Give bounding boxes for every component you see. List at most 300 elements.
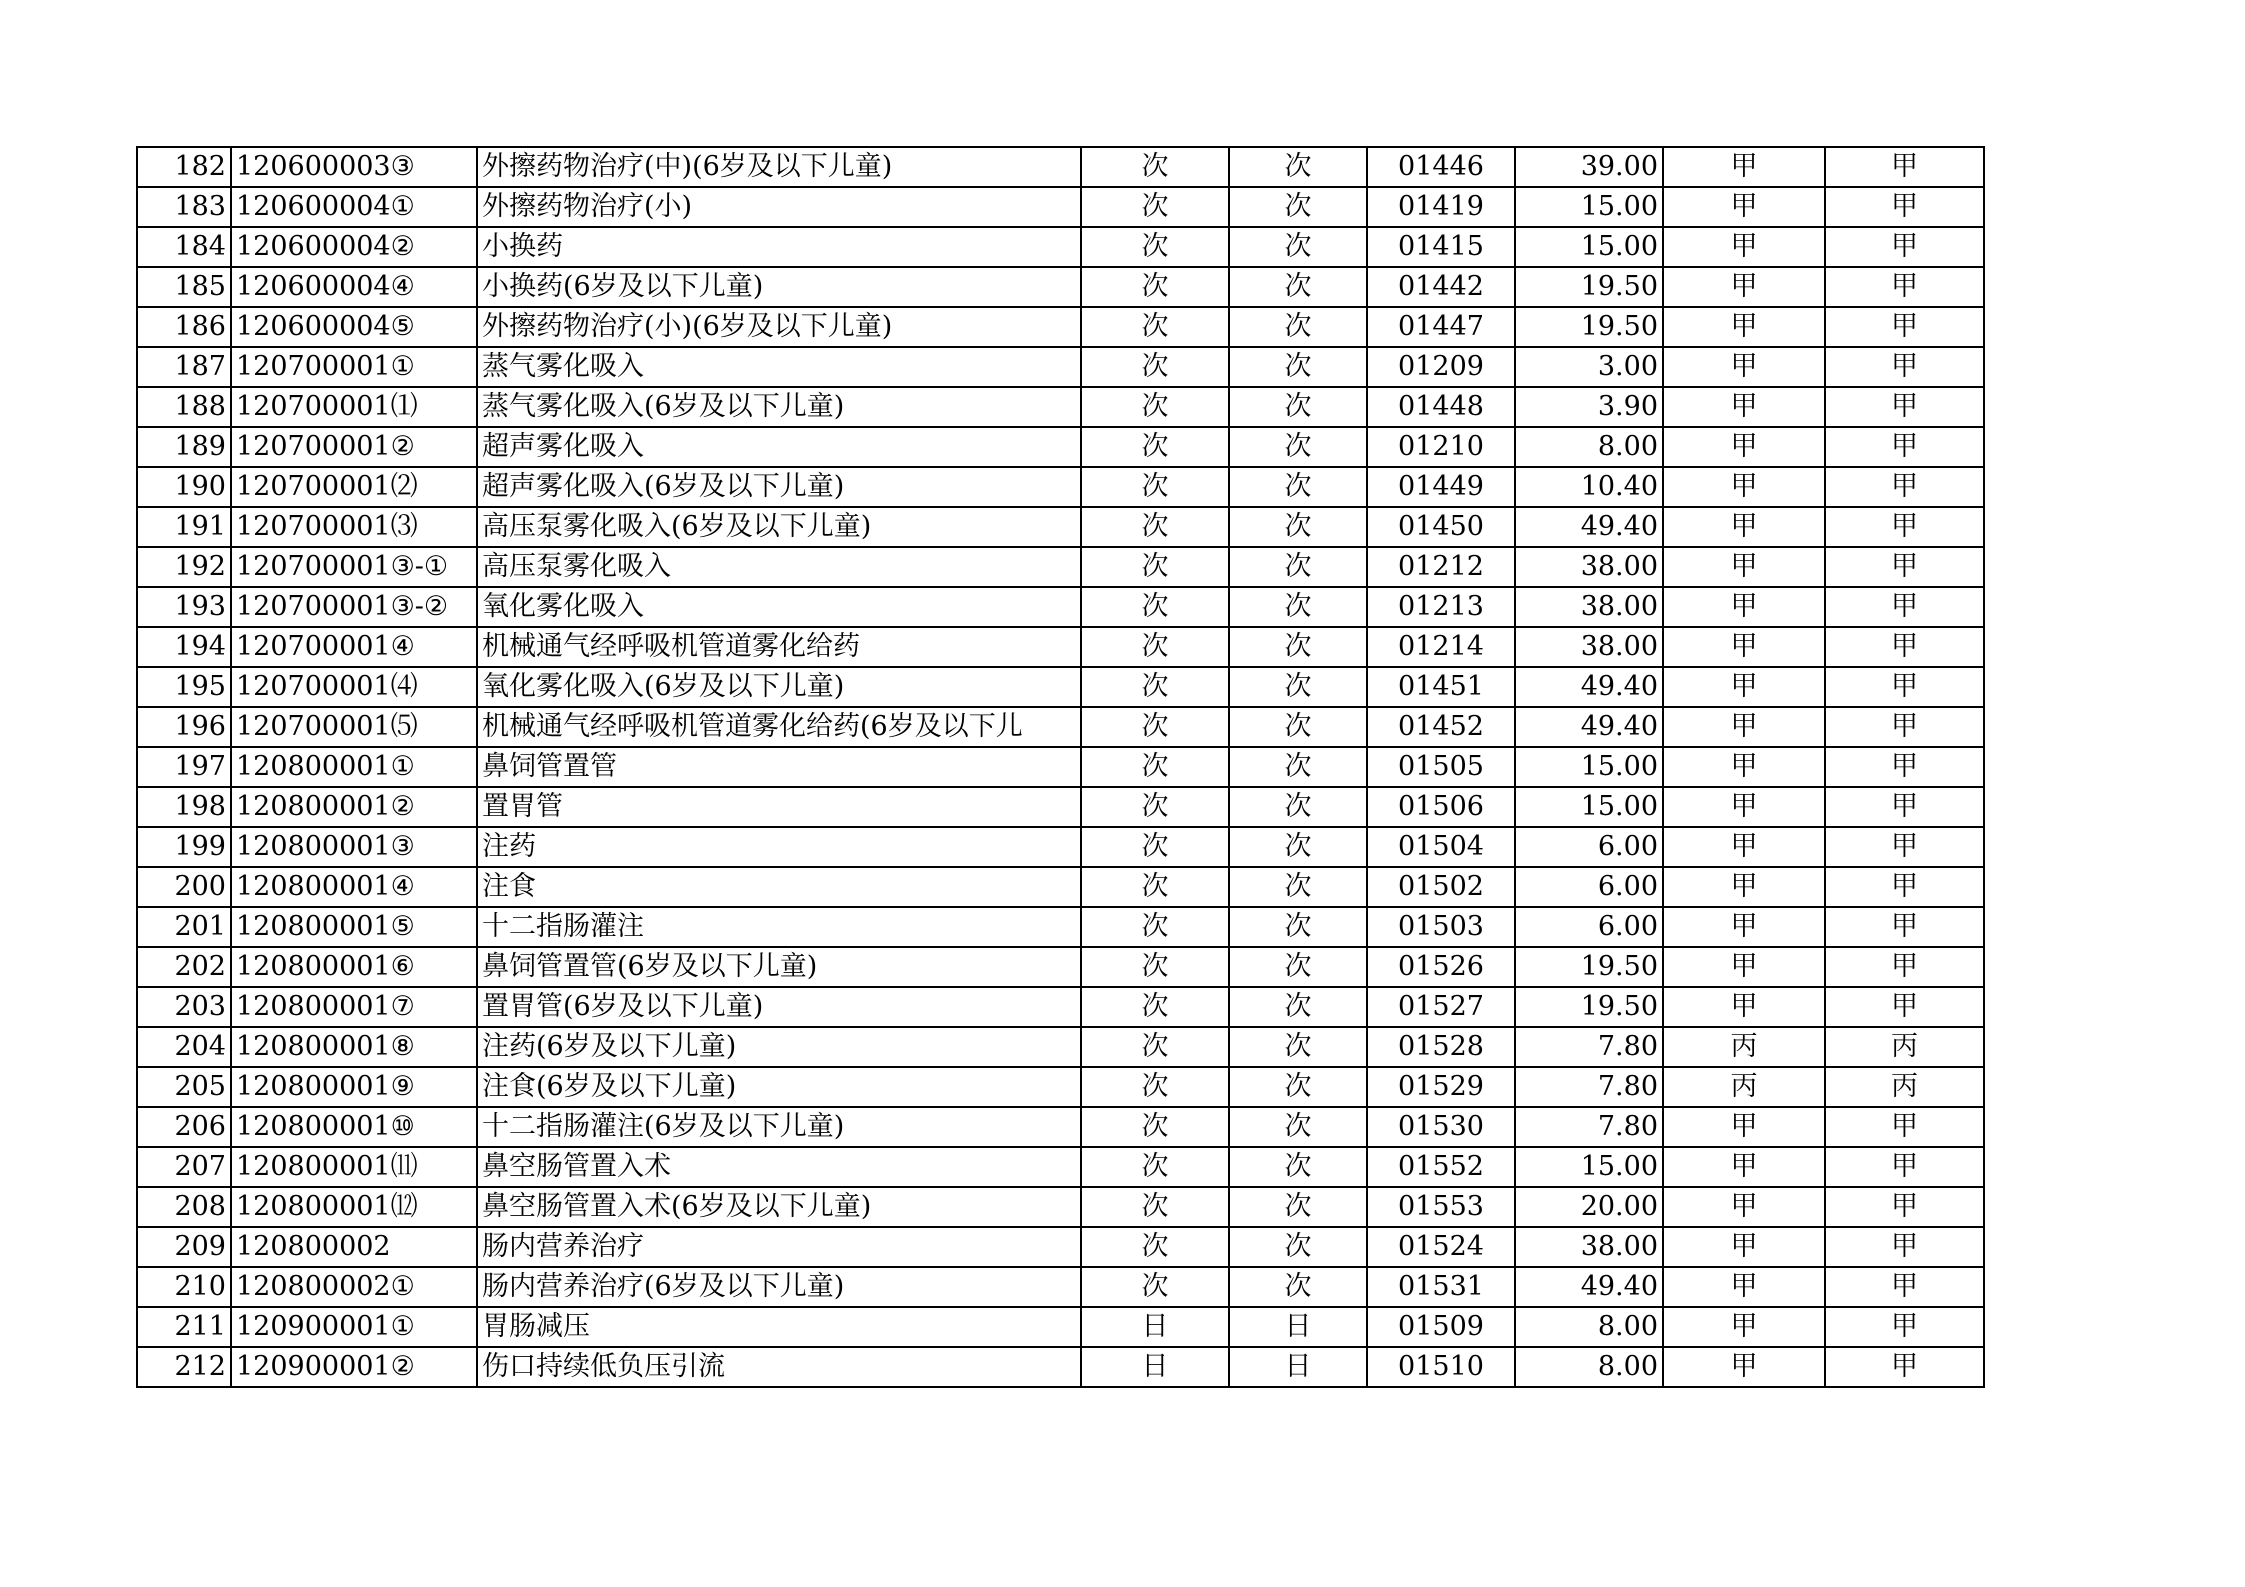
price-cell: 8.00	[1515, 1347, 1663, 1387]
insurance-class-cell: 甲	[1663, 307, 1825, 347]
insurance-class-2-cell: 甲	[1825, 1187, 1984, 1227]
billing-unit-cell: 次	[1229, 867, 1367, 907]
table-row	[137, 1267, 1984, 1307]
table-row	[137, 1307, 1984, 1347]
price-cell: 7.80	[1515, 1107, 1663, 1147]
price-cell: 38.00	[1515, 547, 1663, 587]
price-cell: 19.50	[1515, 267, 1663, 307]
item-code-cell: 120600004⑤	[231, 307, 477, 347]
insurance-class-2-cell: 丙	[1825, 1027, 1984, 1067]
insurance-class-2-cell: 甲	[1825, 627, 1984, 667]
item-code-cell: 120800001⑿	[231, 1187, 477, 1227]
insurance-class-cell: 甲	[1663, 547, 1825, 587]
pricing-unit-cell: 次	[1081, 387, 1229, 427]
insurance-class-cell: 甲	[1663, 1147, 1825, 1187]
item-name-cell: 氧化雾化吸入(6岁及以下儿童)	[477, 667, 1081, 707]
billing-unit-cell: 次	[1229, 987, 1367, 1027]
pricing-unit-cell: 次	[1081, 947, 1229, 987]
item-name-cell: 鼻饲管置管	[477, 747, 1081, 787]
price-cell: 8.00	[1515, 427, 1663, 467]
fee-code-cell: 01504	[1367, 827, 1515, 867]
price-cell: 19.50	[1515, 307, 1663, 347]
insurance-class-cell: 甲	[1663, 867, 1825, 907]
item-code-cell: 120700001⑴	[231, 387, 477, 427]
pricing-unit-cell: 次	[1081, 1107, 1229, 1147]
billing-unit-cell: 次	[1229, 147, 1367, 187]
billing-unit-cell: 次	[1229, 587, 1367, 627]
row-seq-cell: 188	[137, 387, 231, 427]
billing-unit-cell: 次	[1229, 507, 1367, 547]
insurance-class-cell: 甲	[1663, 1307, 1825, 1347]
insurance-class-2-cell: 甲	[1825, 707, 1984, 747]
row-seq-cell: 208	[137, 1187, 231, 1227]
insurance-class-cell: 甲	[1663, 467, 1825, 507]
item-code-cell: 120800002	[231, 1227, 477, 1267]
item-name-cell: 超声雾化吸入	[477, 427, 1081, 467]
table-row	[137, 307, 1984, 347]
table-row	[137, 187, 1984, 227]
pricing-unit-cell: 次	[1081, 427, 1229, 467]
fee-table	[136, 146, 1985, 1388]
billing-unit-cell: 次	[1229, 1267, 1367, 1307]
row-seq-cell: 187	[137, 347, 231, 387]
item-name-cell: 置胃管(6岁及以下儿童)	[477, 987, 1081, 1027]
row-seq-cell: 193	[137, 587, 231, 627]
pricing-unit-cell: 次	[1081, 1227, 1229, 1267]
insurance-class-2-cell: 甲	[1825, 507, 1984, 547]
table-row	[137, 627, 1984, 667]
fee-code-cell: 01526	[1367, 947, 1515, 987]
insurance-class-cell: 甲	[1663, 587, 1825, 627]
item-name-cell: 伤口持续低负压引流	[477, 1347, 1081, 1387]
billing-unit-cell: 次	[1229, 187, 1367, 227]
item-name-cell: 鼻空肠管置入术	[477, 1147, 1081, 1187]
insurance-class-2-cell: 甲	[1825, 667, 1984, 707]
item-code-cell: 120800001⑨	[231, 1067, 477, 1107]
table-body	[137, 147, 1984, 1387]
insurance-class-cell: 丙	[1663, 1027, 1825, 1067]
billing-unit-cell: 次	[1229, 827, 1367, 867]
insurance-class-2-cell: 甲	[1825, 1107, 1984, 1147]
table-row	[137, 267, 1984, 307]
fee-code-cell: 01505	[1367, 747, 1515, 787]
insurance-class-cell: 甲	[1663, 1187, 1825, 1227]
pricing-unit-cell: 次	[1081, 1267, 1229, 1307]
table-row	[137, 867, 1984, 907]
item-code-cell: 120700001④	[231, 627, 477, 667]
item-name-cell: 机械通气经呼吸机管道雾化给药(6岁及以下儿	[477, 707, 1081, 747]
pricing-unit-cell: 次	[1081, 707, 1229, 747]
price-cell: 38.00	[1515, 1227, 1663, 1267]
pricing-unit-cell: 次	[1081, 587, 1229, 627]
fee-code-cell: 01524	[1367, 1227, 1515, 1267]
billing-unit-cell: 日	[1229, 1347, 1367, 1387]
insurance-class-cell: 甲	[1663, 987, 1825, 1027]
row-seq-cell: 192	[137, 547, 231, 587]
item-name-cell: 机械通气经呼吸机管道雾化给药	[477, 627, 1081, 667]
pricing-unit-cell: 日	[1081, 1307, 1229, 1347]
price-cell: 20.00	[1515, 1187, 1663, 1227]
fee-code-cell: 01503	[1367, 907, 1515, 947]
table-row	[137, 1347, 1984, 1387]
item-name-cell: 十二指肠灌注(6岁及以下儿童)	[477, 1107, 1081, 1147]
table-row	[137, 347, 1984, 387]
item-code-cell: 120700001⑸	[231, 707, 477, 747]
table-row	[137, 1027, 1984, 1067]
item-name-cell: 胃肠减压	[477, 1307, 1081, 1347]
price-cell: 6.00	[1515, 907, 1663, 947]
table-row	[137, 747, 1984, 787]
row-seq-cell: 182	[137, 147, 231, 187]
table-row	[137, 1067, 1984, 1107]
row-seq-cell: 212	[137, 1347, 231, 1387]
insurance-class-2-cell: 甲	[1825, 347, 1984, 387]
item-code-cell: 120800001③	[231, 827, 477, 867]
insurance-class-2-cell: 甲	[1825, 867, 1984, 907]
table-row	[137, 507, 1984, 547]
insurance-class-2-cell: 甲	[1825, 1347, 1984, 1387]
row-seq-cell: 197	[137, 747, 231, 787]
insurance-class-2-cell: 甲	[1825, 827, 1984, 867]
fee-code-cell: 01415	[1367, 227, 1515, 267]
item-code-cell: 120600003③	[231, 147, 477, 187]
row-seq-cell: 199	[137, 827, 231, 867]
pricing-unit-cell: 次	[1081, 1187, 1229, 1227]
row-seq-cell: 204	[137, 1027, 231, 1067]
fee-code-cell: 01502	[1367, 867, 1515, 907]
fee-code-cell: 01529	[1367, 1067, 1515, 1107]
price-cell: 15.00	[1515, 747, 1663, 787]
pricing-unit-cell: 次	[1081, 1147, 1229, 1187]
row-seq-cell: 211	[137, 1307, 231, 1347]
insurance-class-cell: 甲	[1663, 707, 1825, 747]
billing-unit-cell: 次	[1229, 947, 1367, 987]
fee-code-cell: 01448	[1367, 387, 1515, 427]
insurance-class-2-cell: 甲	[1825, 947, 1984, 987]
item-code-cell: 120800001⑾	[231, 1147, 477, 1187]
billing-unit-cell: 日	[1229, 1307, 1367, 1347]
insurance-class-2-cell: 甲	[1825, 1307, 1984, 1347]
item-code-cell: 120800001⑩	[231, 1107, 477, 1147]
table-row	[137, 1187, 1984, 1227]
pricing-unit-cell: 日	[1081, 1347, 1229, 1387]
item-name-cell: 十二指肠灌注	[477, 907, 1081, 947]
table-row	[137, 707, 1984, 747]
row-seq-cell: 183	[137, 187, 231, 227]
insurance-class-cell: 甲	[1663, 147, 1825, 187]
insurance-class-cell: 甲	[1663, 1347, 1825, 1387]
fee-code-cell: 01528	[1367, 1027, 1515, 1067]
insurance-class-2-cell: 甲	[1825, 227, 1984, 267]
row-seq-cell: 210	[137, 1267, 231, 1307]
pricing-unit-cell: 次	[1081, 907, 1229, 947]
item-name-cell: 氧化雾化吸入	[477, 587, 1081, 627]
table-row	[137, 467, 1984, 507]
item-code-cell: 120800001⑥	[231, 947, 477, 987]
table-row	[137, 387, 1984, 427]
row-seq-cell: 191	[137, 507, 231, 547]
price-cell: 49.40	[1515, 707, 1663, 747]
fee-code-cell: 01509	[1367, 1307, 1515, 1347]
billing-unit-cell: 次	[1229, 707, 1367, 747]
insurance-class-2-cell: 丙	[1825, 1067, 1984, 1107]
insurance-class-cell: 甲	[1663, 667, 1825, 707]
fee-code-cell: 01210	[1367, 427, 1515, 467]
billing-unit-cell: 次	[1229, 387, 1367, 427]
row-seq-cell: 205	[137, 1067, 231, 1107]
billing-unit-cell: 次	[1229, 267, 1367, 307]
fee-code-cell: 01447	[1367, 307, 1515, 347]
price-cell: 3.90	[1515, 387, 1663, 427]
row-seq-cell: 201	[137, 907, 231, 947]
insurance-class-cell: 甲	[1663, 1267, 1825, 1307]
fee-code-cell: 01451	[1367, 667, 1515, 707]
item-code-cell: 120600004①	[231, 187, 477, 227]
price-cell: 15.00	[1515, 1147, 1663, 1187]
table-row	[137, 787, 1984, 827]
row-seq-cell: 198	[137, 787, 231, 827]
row-seq-cell: 202	[137, 947, 231, 987]
fee-code-cell: 01419	[1367, 187, 1515, 227]
table-row	[137, 547, 1984, 587]
pricing-unit-cell: 次	[1081, 267, 1229, 307]
insurance-class-2-cell: 甲	[1825, 1267, 1984, 1307]
fee-code-cell: 01209	[1367, 347, 1515, 387]
pricing-unit-cell: 次	[1081, 347, 1229, 387]
pricing-unit-cell: 次	[1081, 547, 1229, 587]
fee-code-cell: 01531	[1367, 1267, 1515, 1307]
fee-code-cell: 01552	[1367, 1147, 1515, 1187]
item-code-cell: 120900001①	[231, 1307, 477, 1347]
pricing-unit-cell: 次	[1081, 307, 1229, 347]
table-row	[137, 147, 1984, 187]
item-code-cell: 120600004④	[231, 267, 477, 307]
insurance-class-2-cell: 甲	[1825, 1227, 1984, 1267]
item-code-cell: 120800001⑦	[231, 987, 477, 1027]
insurance-class-2-cell: 甲	[1825, 187, 1984, 227]
item-name-cell: 注药(6岁及以下儿童)	[477, 1027, 1081, 1067]
price-cell: 8.00	[1515, 1307, 1663, 1347]
insurance-class-2-cell: 甲	[1825, 787, 1984, 827]
price-cell: 7.80	[1515, 1067, 1663, 1107]
insurance-class-2-cell: 甲	[1825, 1147, 1984, 1187]
insurance-class-cell: 甲	[1663, 187, 1825, 227]
price-cell: 39.00	[1515, 147, 1663, 187]
insurance-class-2-cell: 甲	[1825, 907, 1984, 947]
fee-code-cell: 01212	[1367, 547, 1515, 587]
item-name-cell: 蒸气雾化吸入(6岁及以下儿童)	[477, 387, 1081, 427]
item-name-cell: 注药	[477, 827, 1081, 867]
item-code-cell: 120700001⑷	[231, 667, 477, 707]
fee-code-cell: 01446	[1367, 147, 1515, 187]
row-seq-cell: 184	[137, 227, 231, 267]
pricing-unit-cell: 次	[1081, 667, 1229, 707]
insurance-class-cell: 甲	[1663, 347, 1825, 387]
item-code-cell: 120800001④	[231, 867, 477, 907]
insurance-class-cell: 甲	[1663, 1227, 1825, 1267]
insurance-class-cell: 甲	[1663, 227, 1825, 267]
fee-code-cell: 01214	[1367, 627, 1515, 667]
item-code-cell: 120700001①	[231, 347, 477, 387]
fee-code-cell: 01450	[1367, 507, 1515, 547]
row-seq-cell: 185	[137, 267, 231, 307]
item-name-cell: 蒸气雾化吸入	[477, 347, 1081, 387]
insurance-class-cell: 甲	[1663, 627, 1825, 667]
fee-code-cell: 01510	[1367, 1347, 1515, 1387]
row-seq-cell: 209	[137, 1227, 231, 1267]
billing-unit-cell: 次	[1229, 227, 1367, 267]
insurance-class-2-cell: 甲	[1825, 547, 1984, 587]
pricing-unit-cell: 次	[1081, 1027, 1229, 1067]
price-cell: 7.80	[1515, 1027, 1663, 1067]
row-seq-cell: 195	[137, 667, 231, 707]
pricing-unit-cell: 次	[1081, 467, 1229, 507]
insurance-class-cell: 甲	[1663, 827, 1825, 867]
billing-unit-cell: 次	[1229, 347, 1367, 387]
fee-code-cell: 01452	[1367, 707, 1515, 747]
insurance-class-2-cell: 甲	[1825, 267, 1984, 307]
billing-unit-cell: 次	[1229, 427, 1367, 467]
pricing-unit-cell: 次	[1081, 747, 1229, 787]
item-code-cell: 120900001②	[231, 1347, 477, 1387]
insurance-class-2-cell: 甲	[1825, 987, 1984, 1027]
billing-unit-cell: 次	[1229, 1027, 1367, 1067]
item-code-cell: 120700001③-①	[231, 547, 477, 587]
item-code-cell: 120700001⑵	[231, 467, 477, 507]
insurance-class-cell: 甲	[1663, 747, 1825, 787]
price-cell: 15.00	[1515, 227, 1663, 267]
item-name-cell: 注食	[477, 867, 1081, 907]
billing-unit-cell: 次	[1229, 787, 1367, 827]
billing-unit-cell: 次	[1229, 627, 1367, 667]
price-cell: 6.00	[1515, 867, 1663, 907]
table-row	[137, 907, 1984, 947]
pricing-unit-cell: 次	[1081, 187, 1229, 227]
fee-code-cell: 01527	[1367, 987, 1515, 1027]
item-code-cell: 120800001⑤	[231, 907, 477, 947]
insurance-class-cell: 甲	[1663, 427, 1825, 467]
row-seq-cell: 196	[137, 707, 231, 747]
table-row	[137, 227, 1984, 267]
row-seq-cell: 206	[137, 1107, 231, 1147]
item-code-cell: 120700001②	[231, 427, 477, 467]
item-code-cell: 120700001⑶	[231, 507, 477, 547]
insurance-class-cell: 甲	[1663, 787, 1825, 827]
row-seq-cell: 186	[137, 307, 231, 347]
pricing-unit-cell: 次	[1081, 987, 1229, 1027]
pricing-unit-cell: 次	[1081, 507, 1229, 547]
billing-unit-cell: 次	[1229, 1187, 1367, 1227]
price-cell: 15.00	[1515, 187, 1663, 227]
billing-unit-cell: 次	[1229, 307, 1367, 347]
table-row	[137, 667, 1984, 707]
item-name-cell: 鼻空肠管置入术(6岁及以下儿童)	[477, 1187, 1081, 1227]
item-code-cell: 120800001⑧	[231, 1027, 477, 1067]
pricing-unit-cell: 次	[1081, 147, 1229, 187]
pricing-unit-cell: 次	[1081, 1067, 1229, 1107]
price-cell: 10.40	[1515, 467, 1663, 507]
table-row	[137, 587, 1984, 627]
insurance-class-cell: 甲	[1663, 947, 1825, 987]
price-cell: 19.50	[1515, 987, 1663, 1027]
price-cell: 49.40	[1515, 507, 1663, 547]
pricing-unit-cell: 次	[1081, 867, 1229, 907]
billing-unit-cell: 次	[1229, 1107, 1367, 1147]
pricing-unit-cell: 次	[1081, 227, 1229, 267]
table-row	[137, 1227, 1984, 1267]
price-cell: 49.40	[1515, 667, 1663, 707]
item-name-cell: 外擦药物治疗(中)(6岁及以下儿童)	[477, 147, 1081, 187]
row-seq-cell: 200	[137, 867, 231, 907]
pricing-unit-cell: 次	[1081, 827, 1229, 867]
table-row	[137, 427, 1984, 467]
price-cell: 49.40	[1515, 1267, 1663, 1307]
fee-code-cell: 01553	[1367, 1187, 1515, 1227]
insurance-class-cell: 甲	[1663, 507, 1825, 547]
item-name-cell: 注食(6岁及以下儿童)	[477, 1067, 1081, 1107]
item-name-cell: 肠内营养治疗	[477, 1227, 1081, 1267]
item-name-cell: 高压泵雾化吸入(6岁及以下儿童)	[477, 507, 1081, 547]
table-row	[137, 1147, 1984, 1187]
item-name-cell: 外擦药物治疗(小)	[477, 187, 1081, 227]
insurance-class-cell: 丙	[1663, 1067, 1825, 1107]
insurance-class-2-cell: 甲	[1825, 747, 1984, 787]
item-code-cell: 120800001①	[231, 747, 477, 787]
item-code-cell: 120700001③-②	[231, 587, 477, 627]
price-cell: 38.00	[1515, 587, 1663, 627]
table-row	[137, 1107, 1984, 1147]
billing-unit-cell: 次	[1229, 747, 1367, 787]
pricing-unit-cell: 次	[1081, 627, 1229, 667]
item-name-cell: 超声雾化吸入(6岁及以下儿童)	[477, 467, 1081, 507]
table-row	[137, 947, 1984, 987]
table-row	[137, 987, 1984, 1027]
item-code-cell: 120800002①	[231, 1267, 477, 1307]
billing-unit-cell: 次	[1229, 1067, 1367, 1107]
fee-code-cell: 01506	[1367, 787, 1515, 827]
insurance-class-cell: 甲	[1663, 387, 1825, 427]
price-cell: 15.00	[1515, 787, 1663, 827]
billing-unit-cell: 次	[1229, 547, 1367, 587]
billing-unit-cell: 次	[1229, 1147, 1367, 1187]
item-name-cell: 高压泵雾化吸入	[477, 547, 1081, 587]
billing-unit-cell: 次	[1229, 467, 1367, 507]
billing-unit-cell: 次	[1229, 1227, 1367, 1267]
insurance-class-cell: 甲	[1663, 1107, 1825, 1147]
price-cell: 38.00	[1515, 627, 1663, 667]
fee-code-cell: 01442	[1367, 267, 1515, 307]
table-row	[137, 827, 1984, 867]
item-name-cell: 鼻饲管置管(6岁及以下儿童)	[477, 947, 1081, 987]
item-code-cell: 120800001②	[231, 787, 477, 827]
fee-code-cell: 01449	[1367, 467, 1515, 507]
pricing-unit-cell: 次	[1081, 787, 1229, 827]
row-seq-cell: 190	[137, 467, 231, 507]
price-cell: 6.00	[1515, 827, 1663, 867]
insurance-class-2-cell: 甲	[1825, 467, 1984, 507]
insurance-class-cell: 甲	[1663, 267, 1825, 307]
item-name-cell: 外擦药物治疗(小)(6岁及以下儿童)	[477, 307, 1081, 347]
row-seq-cell: 189	[137, 427, 231, 467]
insurance-class-2-cell: 甲	[1825, 307, 1984, 347]
item-name-cell: 肠内营养治疗(6岁及以下儿童)	[477, 1267, 1081, 1307]
row-seq-cell: 194	[137, 627, 231, 667]
insurance-class-2-cell: 甲	[1825, 147, 1984, 187]
billing-unit-cell: 次	[1229, 907, 1367, 947]
insurance-class-2-cell: 甲	[1825, 387, 1984, 427]
row-seq-cell: 207	[137, 1147, 231, 1187]
insurance-class-2-cell: 甲	[1825, 587, 1984, 627]
